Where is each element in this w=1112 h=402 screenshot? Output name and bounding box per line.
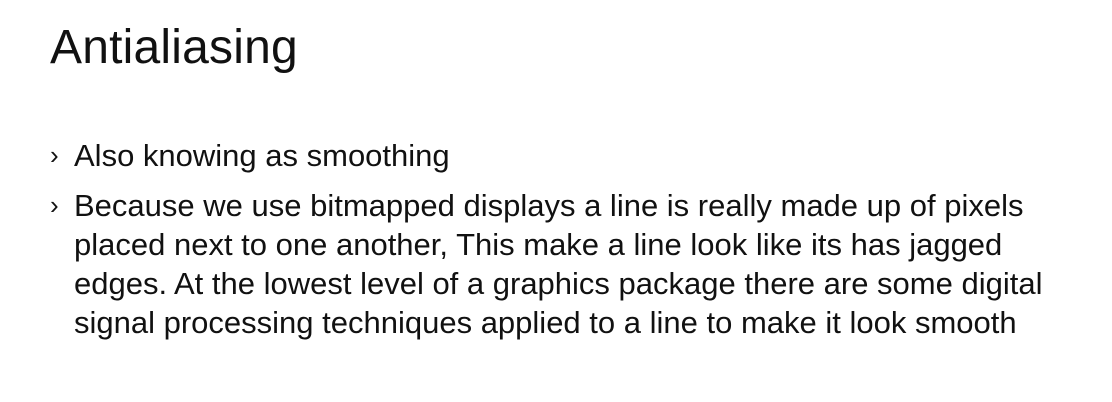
bullet-marker-icon: › bbox=[50, 140, 59, 170]
bullet-text: Also knowing as smoothing bbox=[74, 138, 450, 173]
bullet-list bbox=[50, 136, 1100, 353]
bullet-text: Because we use bitmapped displays a line is really made up of pixels placed next to one another, This make a line look like its has jagged edges. At the lowest level of a graphics package there are some digital signal processing techniques applied to a line to make it look smooth bbox=[74, 188, 1043, 340]
bullet-item bbox=[50, 186, 1100, 342]
slide-title: Antialiasing bbox=[50, 21, 298, 74]
bullet-item bbox=[50, 136, 1100, 175]
bullet-marker-icon: › bbox=[50, 190, 59, 220]
